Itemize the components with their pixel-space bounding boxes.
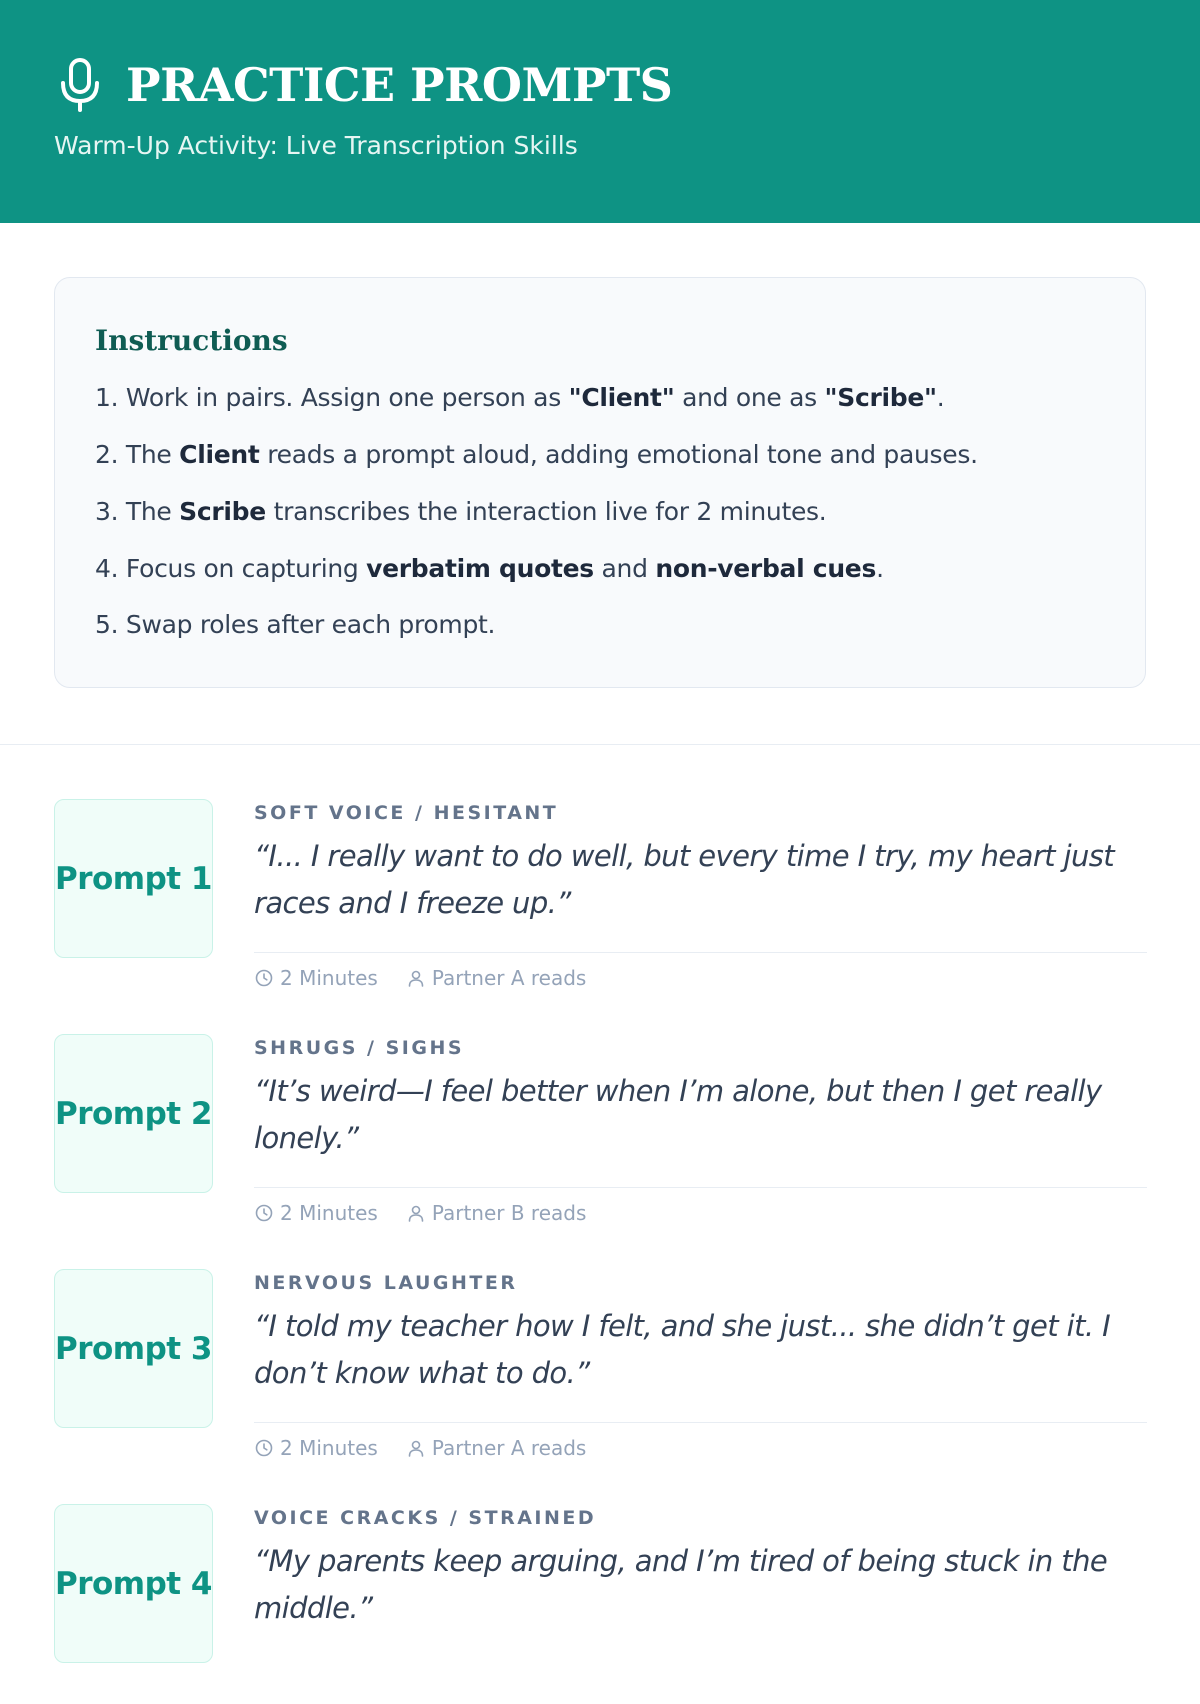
prompt-card-2 xyxy=(0,1034,1200,1234)
instruction-emphasis: verbatim quotes xyxy=(366,554,594,583)
prompt-tone: SOFT VOICE / HESITANT xyxy=(254,802,559,824)
prompt-tone: VOICE CRACKS / STRAINED xyxy=(254,1507,597,1529)
user-icon xyxy=(406,1438,426,1458)
instruction-item xyxy=(95,440,978,469)
microphone-icon xyxy=(54,57,106,113)
instruction-text: . xyxy=(936,383,945,412)
prompt-card-4 xyxy=(0,1504,1200,1704)
section-divider xyxy=(0,744,1200,745)
instruction-text: . xyxy=(876,554,884,583)
prompt-meta xyxy=(254,1201,586,1225)
clock-icon xyxy=(254,968,274,988)
instruction-text: 1. Work in pairs. Assign one person as xyxy=(95,383,569,412)
prompt-badge xyxy=(54,1504,213,1663)
prompt-meta xyxy=(254,1436,586,1460)
prompt-badge xyxy=(54,799,213,958)
prompt-duration: 2 Minutes xyxy=(280,1436,378,1460)
instruction-item xyxy=(95,610,495,639)
prompt-badge xyxy=(54,1269,213,1428)
instruction-text: and one as xyxy=(674,383,825,412)
instruction-emphasis: "Client" xyxy=(568,383,675,412)
user-icon xyxy=(406,968,426,988)
instruction-text: and xyxy=(593,554,656,583)
prompt-duration: 2 Minutes xyxy=(280,1201,378,1225)
prompt-divider xyxy=(254,952,1147,953)
clock-icon xyxy=(254,1203,274,1223)
page-title: PRACTICE PROMPTS xyxy=(126,58,673,112)
user-icon xyxy=(406,1203,426,1223)
instruction-text: transcribes the interaction live for 2 minutes. xyxy=(265,497,827,526)
prompt-card-1 xyxy=(0,799,1200,999)
page-header xyxy=(0,0,1200,223)
prompt-quote: “I... I really want to do well, but every time I try, my heart just races and I freeze up.” xyxy=(254,839,1115,920)
clock-icon xyxy=(254,1438,274,1458)
instructions-panel xyxy=(54,277,1146,688)
prompt-divider xyxy=(254,1422,1147,1423)
instruction-text: 2. The xyxy=(95,440,180,469)
instruction-text: 4. Focus on capturing xyxy=(95,554,367,583)
prompt-quote: “My parents keep arguing, and I’m tired of being stuck in the middle.” xyxy=(254,1544,1108,1625)
prompt-badge xyxy=(54,1034,213,1193)
instruction-item xyxy=(95,554,884,583)
instructions-title: Instructions xyxy=(95,324,288,357)
prompt-reader: Partner A reads xyxy=(431,1436,587,1460)
prompt-label: Prompt 1 xyxy=(55,860,212,897)
prompt-label: Prompt 4 xyxy=(55,1565,212,1602)
page-subtitle: Warm-Up Activity: Live Transcription Skills xyxy=(54,131,578,160)
prompt-divider xyxy=(254,1187,1147,1188)
instruction-text: reads a prompt aloud, adding emotional tone and pauses. xyxy=(259,440,978,469)
prompt-quote: “It’s weird—I feel better when I’m alone, but then I get really lonely.” xyxy=(254,1074,1102,1155)
instruction-text: 5. Swap roles after each prompt. xyxy=(95,610,496,639)
prompt-card-3 xyxy=(0,1269,1200,1469)
prompt-tone: NERVOUS LAUGHTER xyxy=(254,1272,518,1294)
header-title-row xyxy=(54,54,672,116)
prompt-reader: Partner B reads xyxy=(431,1201,587,1225)
prompt-quote: “I told my teacher how I felt, and she just... she didn’t get it. I don’t know what to do.” xyxy=(254,1309,1111,1390)
instruction-emphasis: Scribe xyxy=(179,497,266,526)
instruction-item xyxy=(95,497,826,526)
instruction-text: 3. The xyxy=(95,497,180,526)
instruction-emphasis: non-verbal cues xyxy=(655,554,877,583)
prompt-meta xyxy=(254,966,586,990)
instruction-emphasis: Client xyxy=(179,440,260,469)
prompt-duration: 2 Minutes xyxy=(280,966,378,990)
prompt-label: Prompt 2 xyxy=(55,1095,212,1132)
prompt-tone: SHRUGS / SIGHS xyxy=(254,1037,465,1059)
instruction-item xyxy=(95,383,944,412)
instruction-emphasis: "Scribe" xyxy=(824,383,937,412)
prompt-reader: Partner A reads xyxy=(431,966,587,990)
prompt-label: Prompt 3 xyxy=(55,1330,212,1367)
